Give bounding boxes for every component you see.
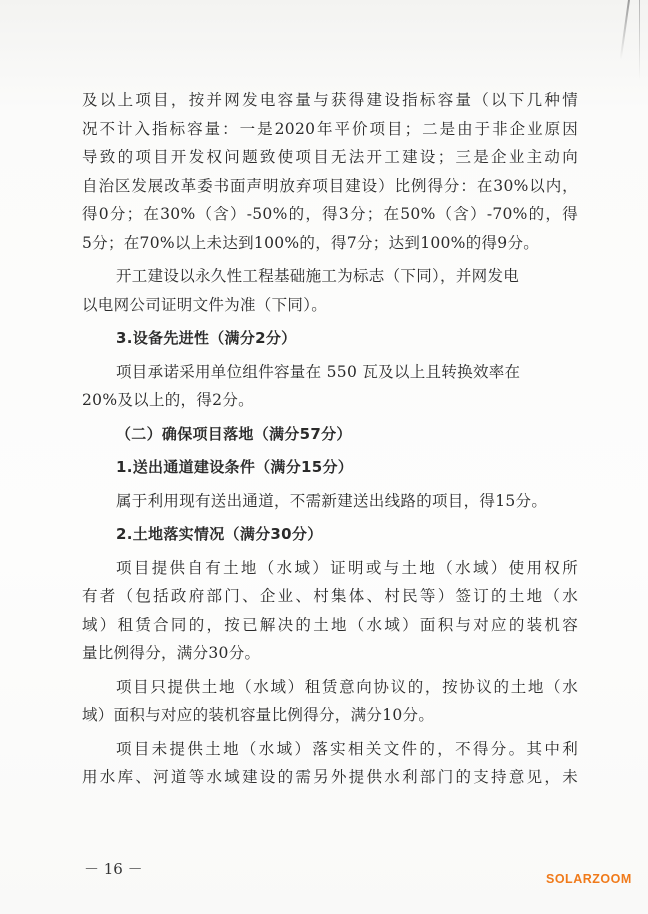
text-line: 有者（包括政府部门、企业、村集体、村民等）签订的土地（水 <box>82 587 578 605</box>
text-line: 域）面积与对应的装机容量比例得分，满分10分。 <box>82 706 435 724</box>
section-heading: （二）确保项目落地（满分57分） <box>116 424 352 443</box>
page-fold-mark <box>620 0 630 60</box>
section-heading: 2.土地落实情况（满分30分） <box>116 525 323 543</box>
section-heading: 1.送出通道建设条件（满分15分） <box>116 458 354 476</box>
text-line: 项目只提供土地（水域）租赁意向协议的，按协议的土地（水 <box>116 677 578 696</box>
text-line: 况不计入指标容量：一是2020年平价项目；二是由于非企业原因 <box>82 119 578 138</box>
text-line: 20%及以上的，得2分。 <box>82 391 254 409</box>
text-line: 用水库、河道等水域建设的需另外提供水利部门的支持意见，未 <box>82 768 578 786</box>
text-line: 及以上项目，按并网发电容量与获得建设指标容量（以下几种情 <box>82 91 578 109</box>
text-line: 量比例得分，满分30分。 <box>82 644 261 662</box>
text-line: 以电网公司证明文件为准（下同）。 <box>82 295 328 314</box>
text-line: 5分；在70%以上未达到100%的，得7分；达到100%的得9分。 <box>82 233 540 252</box>
text-line: 得0分；在30%（含）-50%的，得3分；在50%（含）-70%的，得 <box>82 205 578 223</box>
page-number: － 16 － <box>84 860 143 878</box>
page-edge-mark <box>639 0 640 80</box>
document-body <box>82 86 578 792</box>
watermark-logo: SOLARZOOM <box>546 872 632 886</box>
text-line: 项目未提供土地（水域）落实相关文件的，不得分。其中利 <box>116 739 578 758</box>
text-line: 导致的项目开发权问题致使项目无法开工建设；三是企业主动向 <box>82 148 578 166</box>
text-line: 项目承诺采用单位组件容量在 550 瓦及以上且转换效率在 <box>116 362 521 381</box>
text-line: 属于利用现有送出通道，不需新建送出线路的项目，得15分。 <box>116 491 548 510</box>
text-line: 开工建设以永久性工程基础施工为标志（下同），并网发电 <box>116 267 520 285</box>
text-line: 域）租赁合同的，按已解决的土地（水域）面积与对应的装机容 <box>82 615 578 634</box>
section-heading: 3.设备先进性（满分2分） <box>116 329 297 347</box>
text-line: 自治区发展改革委书面声明放弃项目建设）比例得分：在30%以内， <box>82 176 578 195</box>
text-line: 项目提供自有土地（水域）证明或与土地（水域）使用权所 <box>116 558 578 577</box>
